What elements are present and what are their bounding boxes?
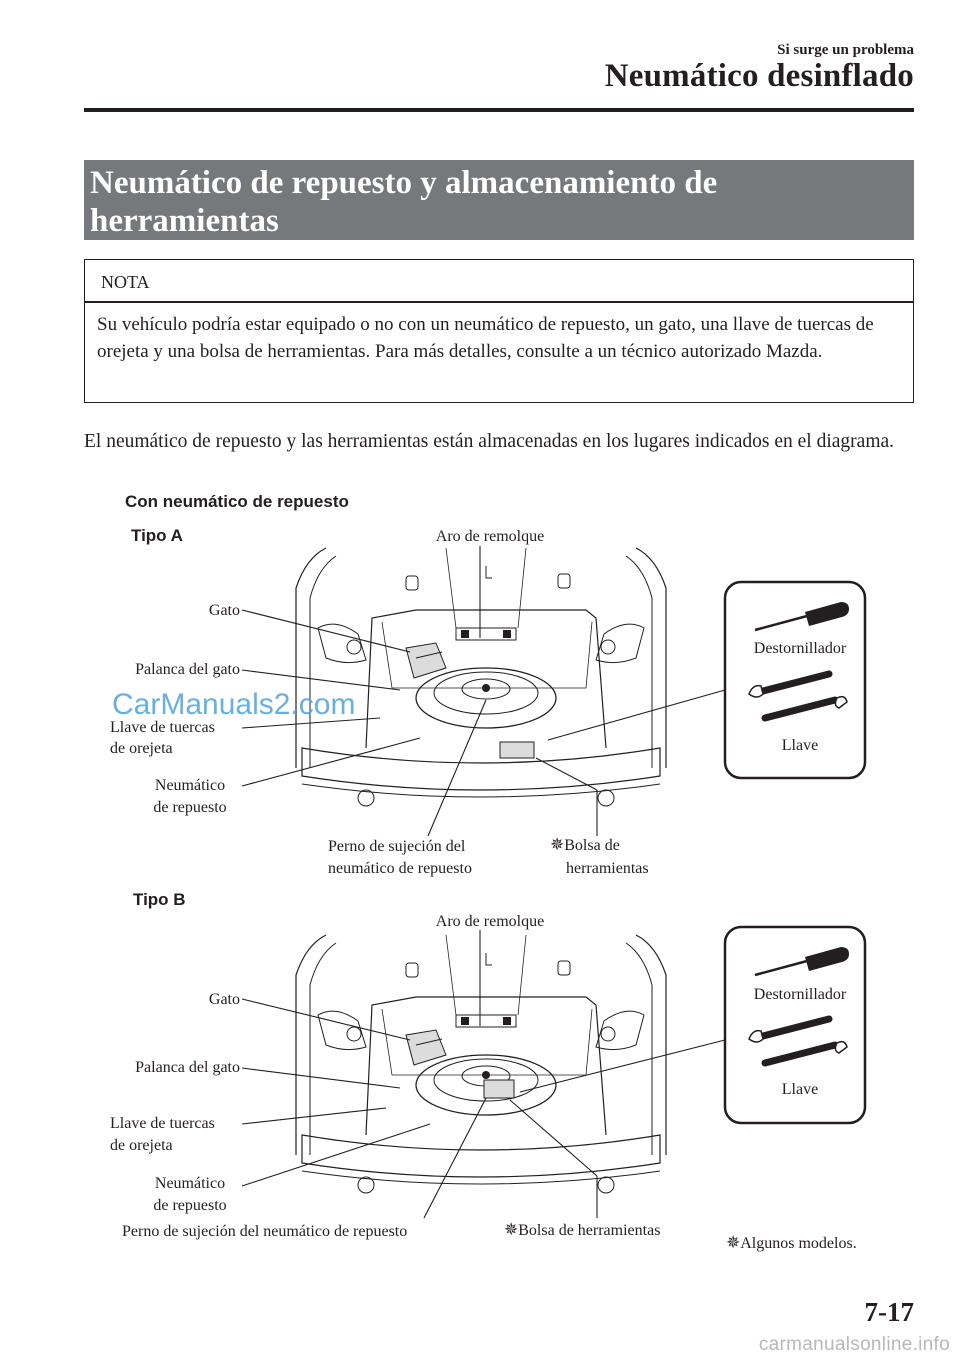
label-a-lug-wrench-1: Llave de tuercas <box>110 719 215 736</box>
label-b-screwdriver: Destornillador <box>753 986 847 1003</box>
asterisk-icon: ✵ <box>550 835 565 854</box>
trunk-illustration-a <box>296 548 666 806</box>
label-a-bolt-2: neumático de repuesto <box>328 860 472 877</box>
label-b-lug-wrench-2: de orejeta <box>110 1137 173 1154</box>
footnote <box>726 1233 857 1253</box>
label-a-bolt-1: Perno de sujeción del <box>328 838 466 855</box>
label-a-bag-text: Bolsa de <box>564 837 620 854</box>
section-banner: Neumático de repuesto y almacenamiento de herramientas <box>84 160 914 240</box>
label-a-wrench: Llave <box>781 737 819 754</box>
header-section: Si surge un problema <box>777 42 914 58</box>
label-b-bag-text: Bolsa de herramientas <box>518 1222 661 1239</box>
label-a-bag-1 <box>550 835 620 855</box>
header-title: Neumático desinflado <box>604 58 914 94</box>
tool-bag-a <box>500 742 534 758</box>
label-a-tow-ring: Aro de remolque <box>435 528 545 545</box>
label-b-spare-2: de repuesto <box>153 1197 227 1214</box>
watermark-logo: CarManuals2.com <box>112 688 356 721</box>
type-b-heading: Tipo B <box>133 890 186 909</box>
note-title: NOTA <box>101 272 150 292</box>
label-a-jack: Gato <box>208 602 240 619</box>
label-b-wrench: Llave <box>781 1081 819 1098</box>
label-a-spare-1: Neumático <box>154 777 226 794</box>
note-text: Su vehículo podría estar equipado o no con un neumático de repuesto, un gato, una llave de tuercas de orejeta y una bolsa de herramientas. Para más detalles, consulte a un técnico autorizado Mazda. <box>97 314 874 362</box>
footnote-text: Algunos modelos. <box>740 1235 857 1252</box>
type-a-heading: Tipo A <box>131 526 183 545</box>
label-a-jack-lever: Palanca del gato <box>135 661 240 678</box>
label-b-jack-lever: Palanca del gato <box>135 1059 240 1076</box>
asterisk-icon: ✵ <box>726 1233 741 1252</box>
label-b-spare-1: Neumático <box>154 1175 226 1192</box>
footer-watermark: carmanualsonline.info <box>758 1334 950 1355</box>
section-heading: Con neumático de repuesto <box>125 492 349 511</box>
page-number: 7-17 <box>864 1297 914 1327</box>
label-b-lug-wrench-1: Llave de tuercas <box>110 1115 215 1132</box>
label-b-tow-ring: Aro de remolque <box>435 913 545 930</box>
label-a-bag-2: herramientas <box>566 860 649 877</box>
label-a-screwdriver: Destornillador <box>753 640 847 657</box>
asterisk-icon: ✵ <box>504 1220 519 1239</box>
tool-bag-b <box>484 1080 514 1098</box>
label-b-jack: Gato <box>208 991 240 1008</box>
label-a-spare-2: de repuesto <box>153 799 227 816</box>
label-b-bag <box>504 1220 660 1240</box>
intro-paragraph: El neumático de repuesto y las herramientas están almacenadas en los lugares indicados en el diagrama. <box>84 431 895 452</box>
trunk-illustration-b <box>296 935 666 1193</box>
label-a-lug-wrench-2: de orejeta <box>110 740 173 757</box>
label-b-bolt: Perno de sujeción del neumático de repuesto <box>122 1223 408 1240</box>
